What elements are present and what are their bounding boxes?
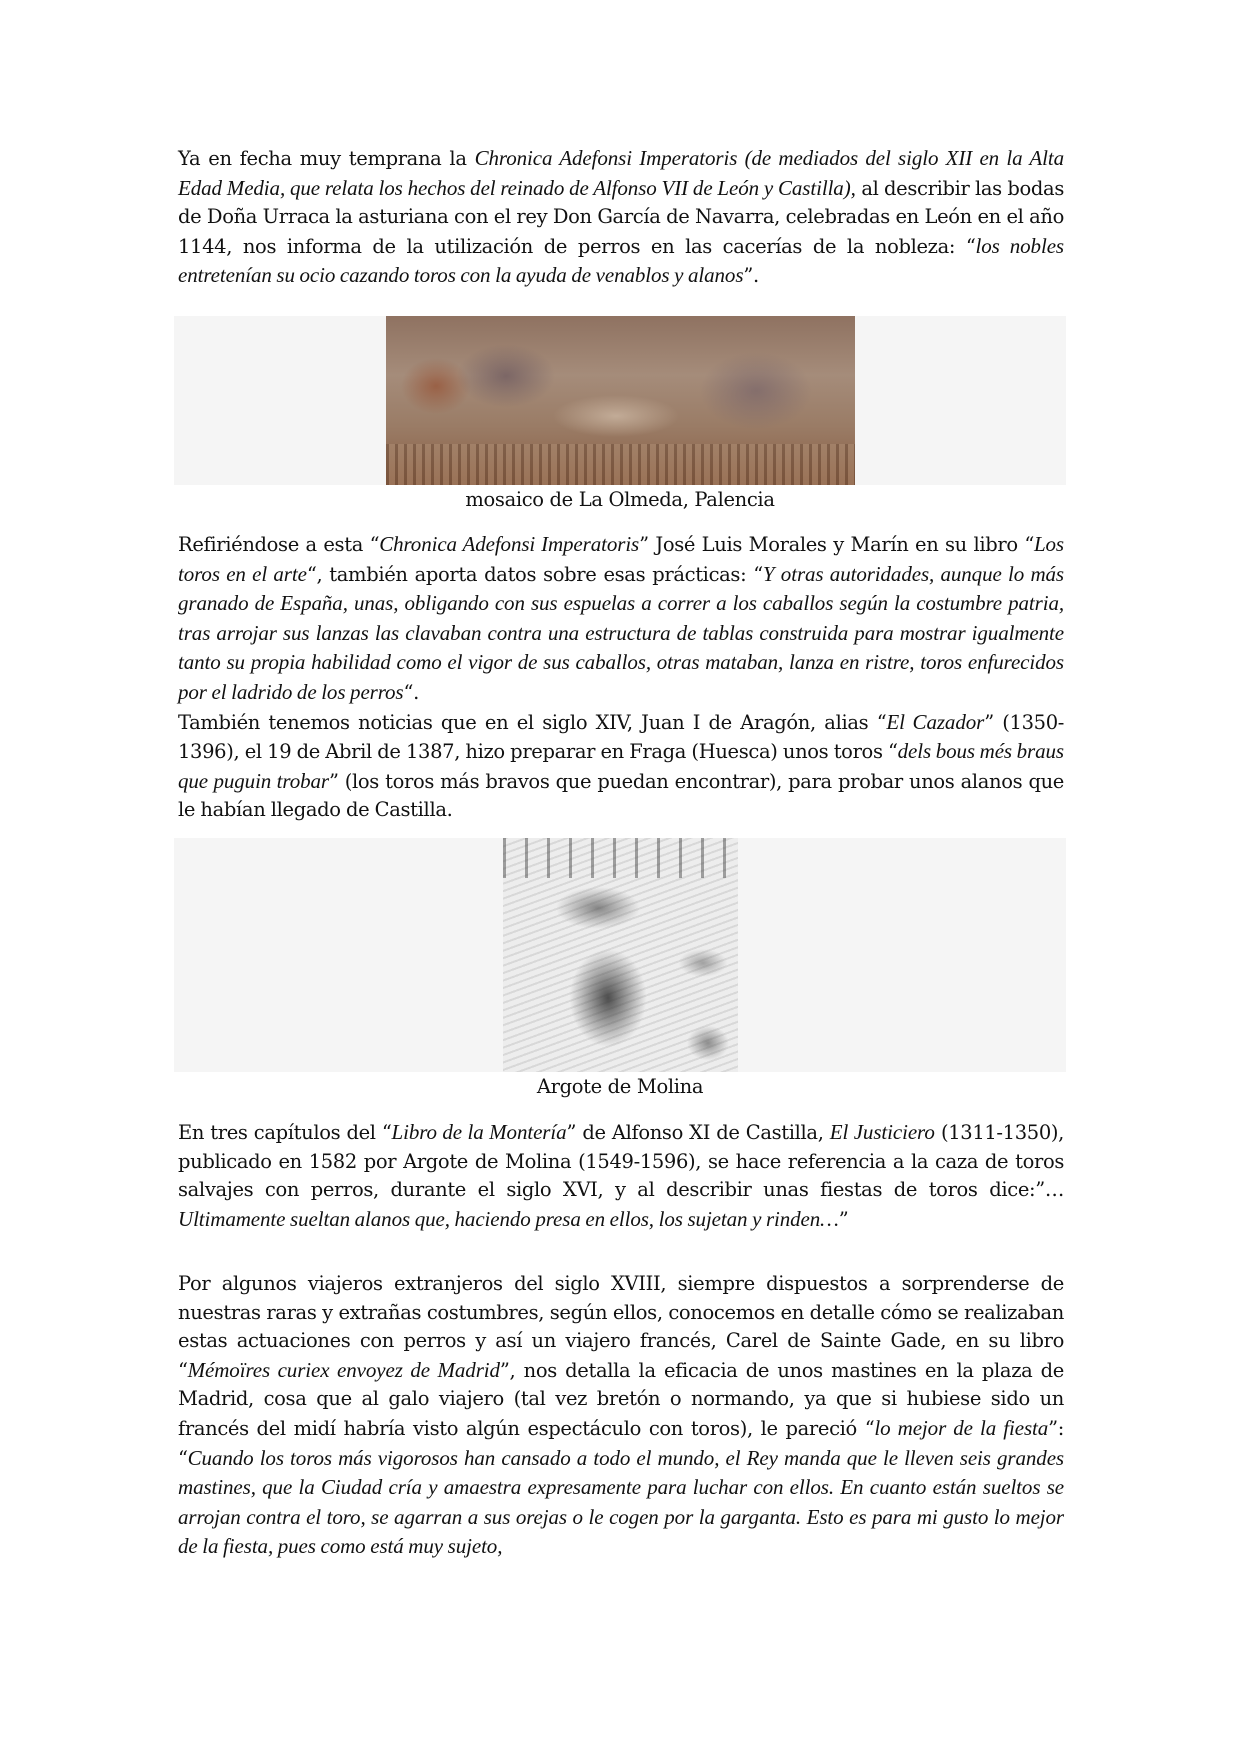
figure-woodcut — [174, 838, 1066, 1072]
woodcut-image — [503, 838, 738, 1072]
figure-mosaic — [174, 316, 1066, 485]
paragraph-monteria: En tres capítulos del “Libro de la Montería” de Alfonso XI de Castilla, El Justiciero (1311-1350), publicado en 1582 por Argote de Molina (1549-1596), se hace referencia a la caza de toros salvajes con perros, durante el siglo XVI, y al describir unas fiestas de toros dice:”…Ultimamente sueltan alanos que, haciendo presa en ellos, los sujetan y rinden…” — [178, 1120, 1064, 1231]
italic-citation: Chronica Adefonsi Imperatoris (de mediados del siglo XII en la Alta Edad Media, que relata los hechos del reinado de Alfonso VII de León y Castilla), — [178, 146, 1065, 200]
figure-caption-woodcut: Argote de Molina — [536, 1075, 704, 1098]
paragraph-viajeros: Por algunos viajeros extranjeros del siglo XVIII, siempre dispuestos a sorprenderse de nuestras raras y extrañas costumbres, según ellos, conocemos en detalle cómo se realizaban estas actuaciones con perros y así un viajero francés, Carel de Sainte Gade, en su libro “Mémoïres curiex envoyez de Madrid”, nos detalla la eficacia de unos mastines en la plaza de Madrid, cosa que al galo viajero (tal vez bretón o normando, ya que si hubiese sido un francés del midí habría visto algún espectáculo con toros), le pareció “lo mejor de la fiesta”: “Cuando los toros más vigorosos han cansado a todo el mundo, el Rey manda que le lleven seis grandes mastines, que la Ciudad cría y amaestra expresamente para luchar con ellos. En cuanto están sueltos se arrojan contra el toro, se agarran a sus orejas o le cogen por la garganta. Esto es para mi gusto lo mejor de la fiesta, pues como está muy sujeto, — [178, 1272, 1064, 1559]
mosaic-image — [386, 316, 855, 485]
italic-quote: los nobles entretenían su ocio cazando toros con la ayuda de venablos y alanos — [178, 233, 1064, 288]
figure-caption-mosaic: mosaico de La Olmeda, Palencia — [465, 488, 775, 511]
paragraph-morales: Refiriéndose a esta “Chronica Adefonsi Imperatoris” José Luis Morales y Marín en su libro “Los toros en el arte“, también aporta datos sobre esas prácticas: “Y otras autoridades, aunque lo más granado de España, unas, obligando con sus espuelas a correr a los caballos según la costumbre patria, tras arrojar sus lanzas las clavaban contra una estructura de tablas construida para mostrar igualmente tanto su propia habilidad como el vigor de sus caballos, otras mataban, lanza en ristre, toros enfurecidos por el ladrido de los perros“. También tenemos noticias que en el siglo XIV, Juan I de Aragón, alias “El Cazador” (1350-1396), el 19 de Abril de 1387, hizo preparar en Fraga (Huesca) unos toros “dels bous més braus que puguin trobar” (los toros más bravos que puedan encontrar), para probar unos alanos que le habían llegado de Castilla. — [178, 532, 1065, 822]
paragraph-chronica: Ya en fecha muy temprana la Chronica Adefonsi Imperatoris (de mediados del siglo XII en la Alta Edad Media, que relata los hechos del reinado de Alfonso VII de León y Castilla), al describir las bodas de Doña Urraca la asturiana con el rey Don García de Navarra, celebradas en León en el año 1144, nos informa de la utilización de perros en las cacerías de la nobleza: “los nobles entretenían su ocio cazando toros con la ayuda de venablos y alanos”. — [178, 146, 1065, 288]
